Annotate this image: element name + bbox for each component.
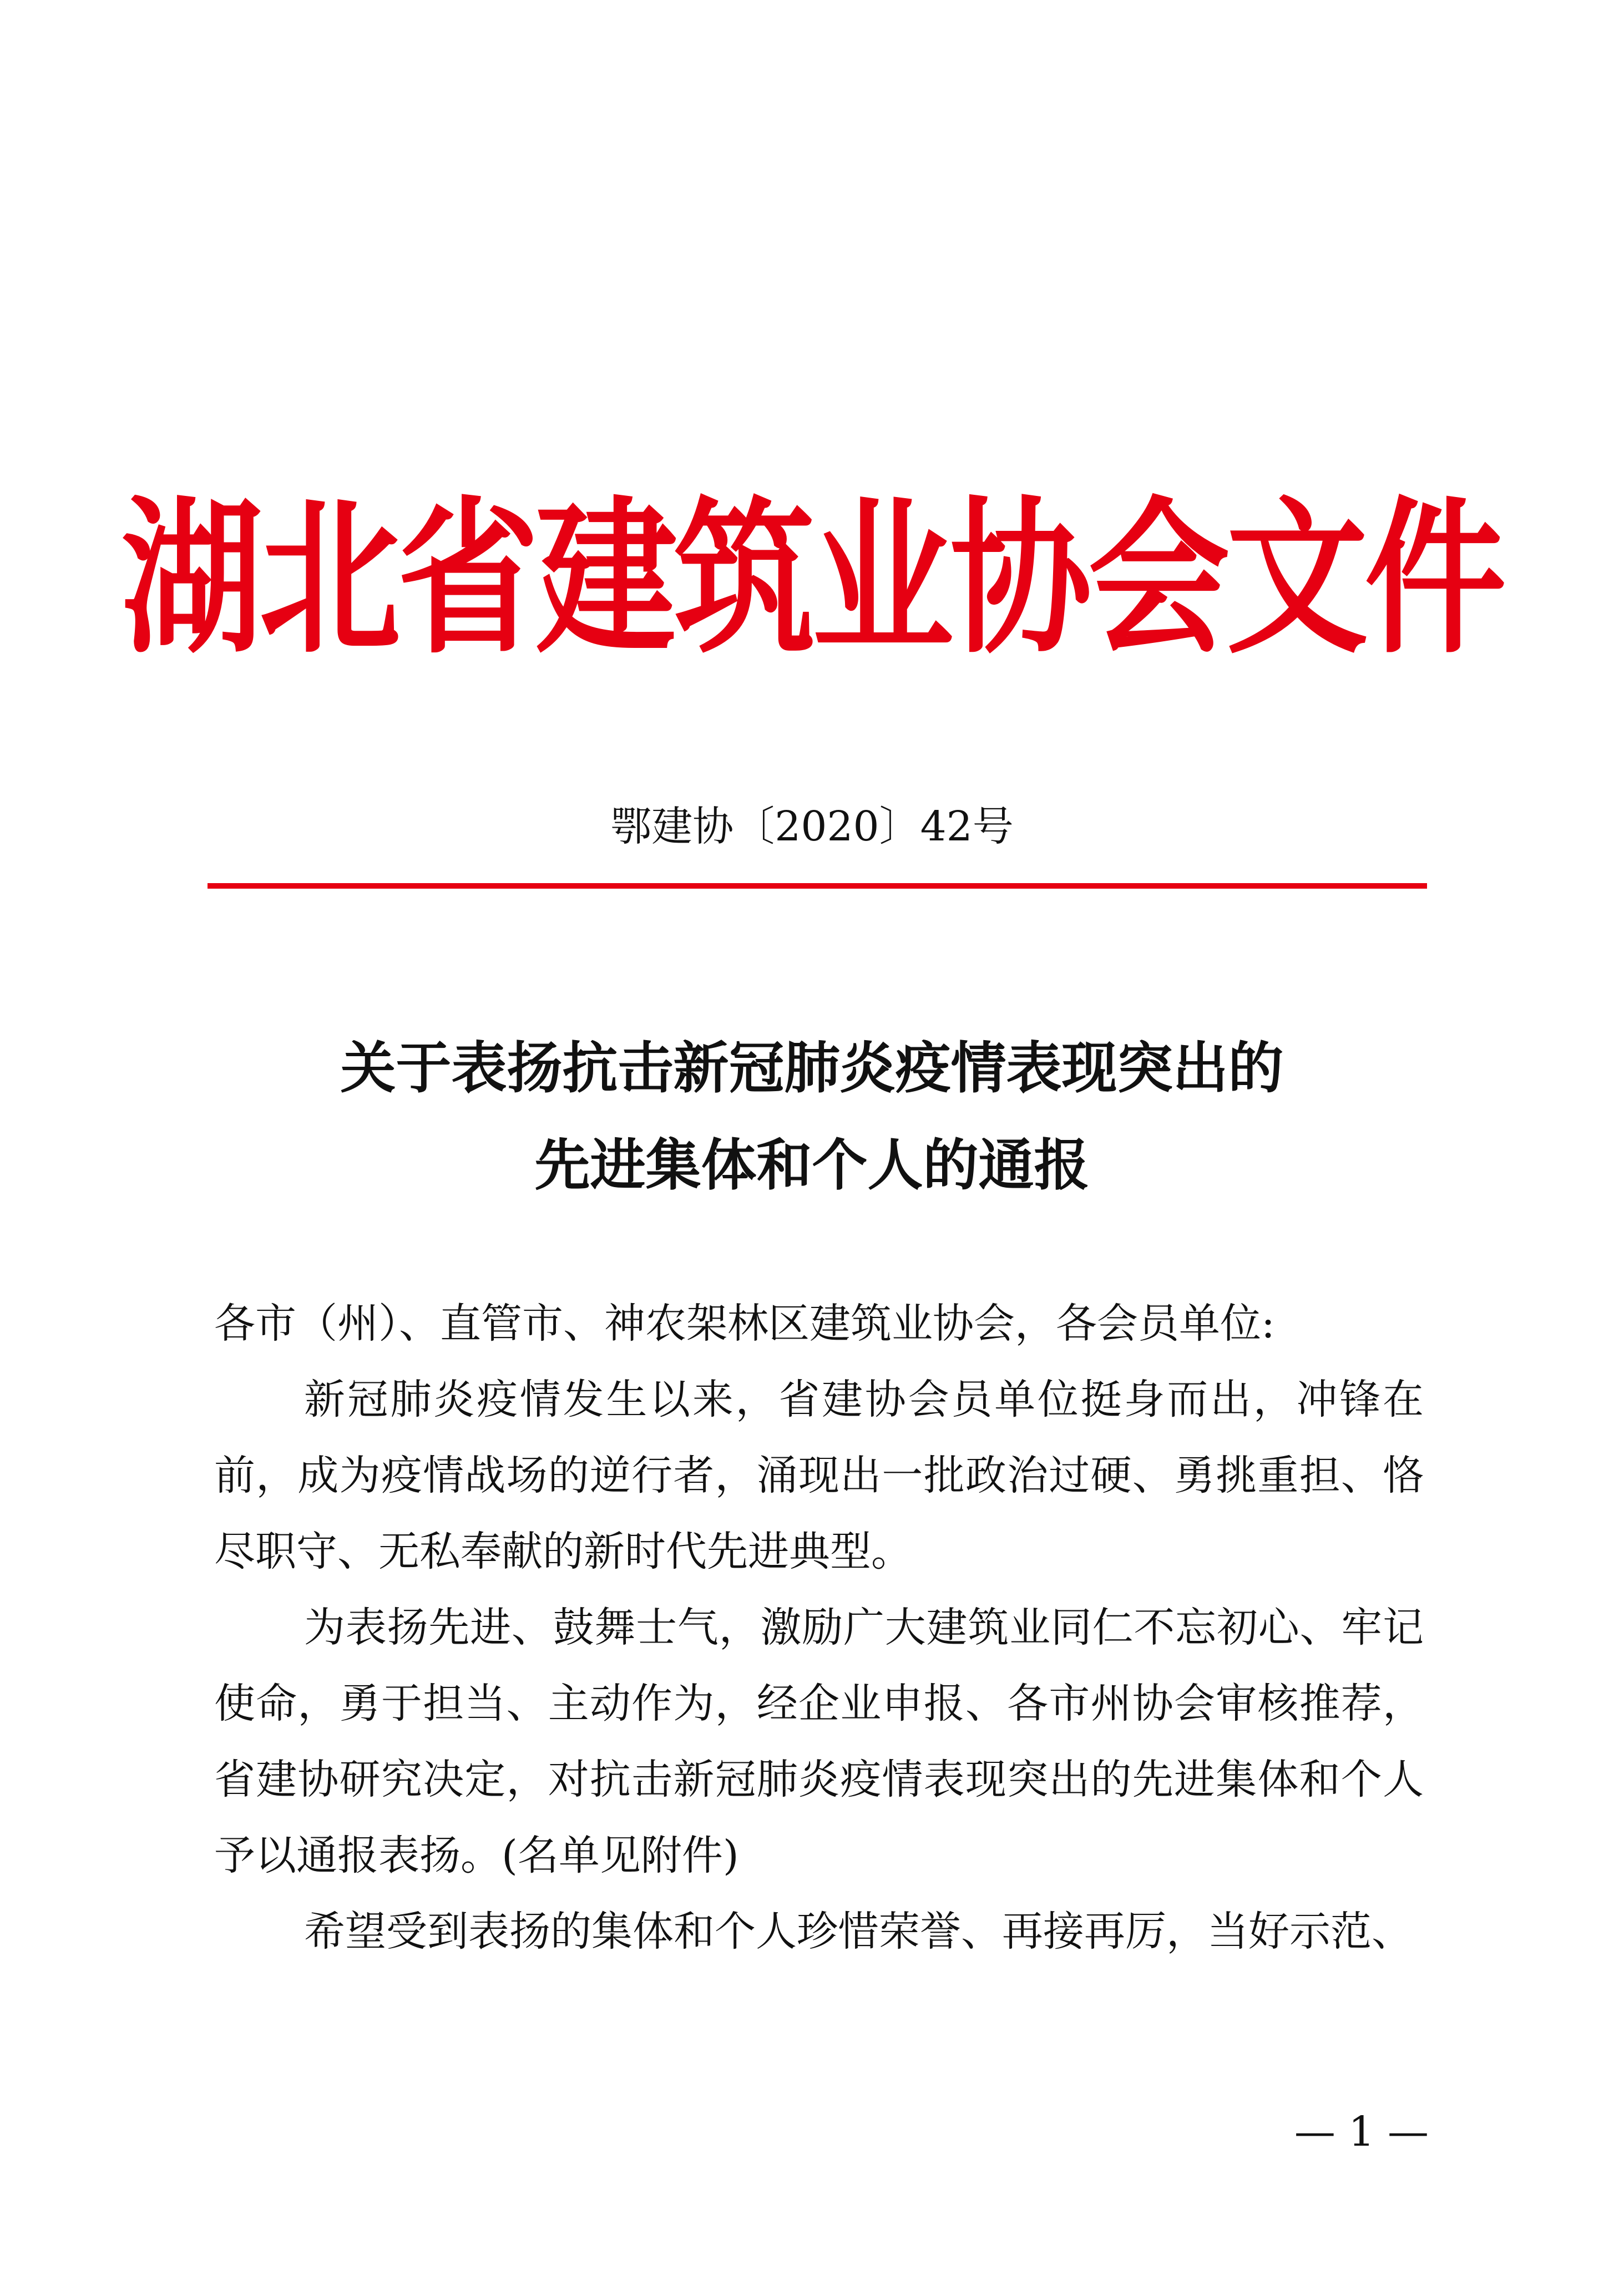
notice-title-line-2: 先进集体和个人的通报 [534,1132,1090,1198]
salutation: 各市（州）、直管市、神农架林区建筑业协会，各会员单位: [214,1300,1275,1347]
notice-title-line-1: 关于表扬抗击新冠肺炎疫情表现突出的 [340,1035,1284,1101]
red-divider-line [208,883,1427,889]
document-number: 鄂建协〔2020〕42号 [610,803,1014,850]
notice-body [214,1286,1424,1970]
page-number: — 1 — [1294,2108,1429,2156]
body-paragraph-1: 新冠肺炎疫情发生以来，省建协会员单位挺身而出，冲锋在前，成为疫情战场的逆行者，涌现出一批政治过硬、勇挑重担、恪尽职守、无私奉献的新时代先进典型。 [214,1376,1424,1575]
masthead-title: 湖北省建筑业协会文件 [121,482,1503,677]
body-paragraph-2: 为表扬先进、鼓舞士气，激励广大建筑业同仁不忘初心、牢记使命，勇于担当、主动作为，经企业申报、各市州协会审核推荐，省建协研究决定，对抗击新冠肺炎疫情表现突出的先进集体和个人予以通报表扬。(名单见附件) [214,1604,1424,1879]
body-paragraph-3: 希望受到表扬的集体和个人珍惜荣誉、再接再厉，当好示范、 [304,1908,1413,1955]
